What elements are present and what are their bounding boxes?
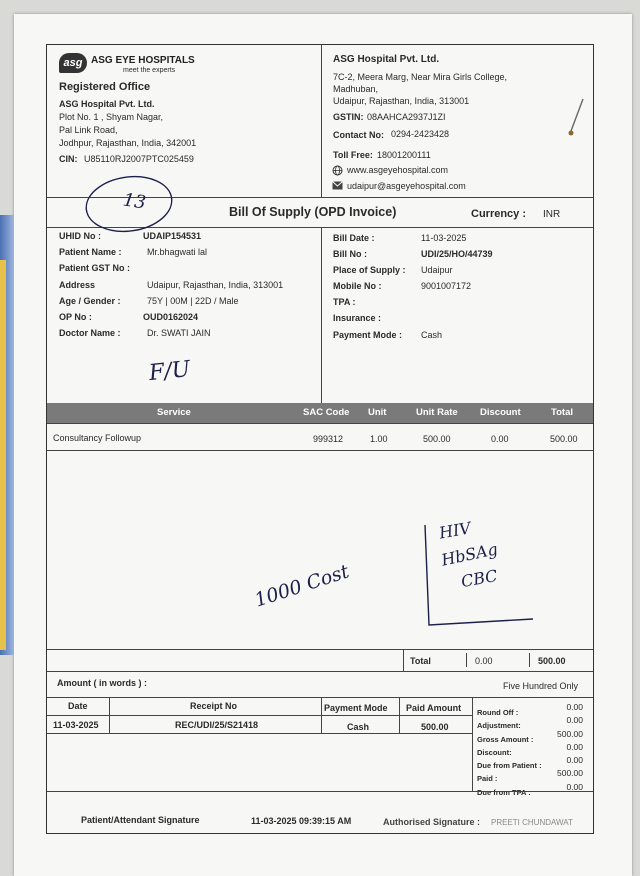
bill-no-value: UDI/25/HO/44739: [421, 249, 493, 259]
tollfree-value: 18001200111: [377, 150, 431, 160]
uhid-label: UHID No :: [59, 231, 101, 241]
receipt-mode: Cash: [347, 722, 370, 732]
uhid-value: UDAIP154531: [143, 231, 202, 241]
summary-label: Due from Patient :: [477, 761, 542, 771]
tpa-label: TPA :: [333, 297, 356, 307]
total-amount: 500.00: [538, 656, 566, 666]
bill-date-label: Bill Date :: [333, 233, 375, 243]
total-divider: [466, 653, 467, 667]
handwritten-followup: F/U: [147, 356, 192, 387]
email-link[interactable]: udaipur@asgeyehospital.com: [347, 181, 466, 191]
col-unit: Unit: [368, 407, 387, 418]
col-discount: Discount: [480, 407, 521, 418]
contact-label: Contact No:: [333, 130, 384, 140]
summary-label: Gross Amount :: [477, 734, 534, 744]
amount-words-value: Five Hundred Only: [503, 681, 579, 691]
service-total: 500.00: [550, 434, 578, 444]
branch-address-line: Udaipur, Rajasthan, India, 313001: [333, 96, 470, 106]
summary-row: [477, 742, 583, 755]
handwritten-test-hbsag: HbSAg: [439, 539, 500, 570]
summary-value: 500.00: [557, 768, 583, 779]
service-rate: 500.00: [423, 434, 451, 444]
col-rate: Unit Rate: [416, 407, 458, 418]
summary-row: [477, 782, 583, 795]
asg-logo-icon: asg: [59, 53, 87, 73]
handwritten-test-cbc: CBC: [459, 565, 499, 592]
handwritten-number: 13: [121, 189, 148, 214]
summary-divider: [472, 697, 473, 791]
divider: [47, 649, 593, 650]
registered-address-line: Pal Link Road,: [59, 125, 118, 135]
receipt-number: REC/UDI/25/S21418: [175, 720, 259, 730]
patient-gst-label: Patient GST No :: [59, 263, 131, 273]
patient-signature-label: Patient/Attendant Signature: [81, 815, 200, 825]
handwritten-cost-note: 1000 Cost: [251, 560, 352, 612]
background-edge-yellow: [0, 260, 6, 650]
col-service: Service: [157, 407, 191, 418]
divider: [47, 733, 472, 734]
payment-mode-value: Cash: [421, 330, 443, 340]
age-gender-label: Age / Gender :: [59, 296, 121, 306]
registered-address-line: Plot No. 1 , Shyam Nagar,: [59, 112, 164, 122]
receipt-col-amount: Paid Amount: [406, 703, 462, 713]
summary-value: 0.00: [566, 781, 583, 792]
gstin-label: GSTIN:: [333, 112, 364, 122]
cin-value: U85110RJ2007PTC025459: [84, 154, 194, 164]
pen-mark: [565, 97, 587, 139]
divider: [47, 450, 593, 451]
receipt-col-date: Date: [68, 701, 88, 711]
receipt-amount: 500.00: [421, 722, 449, 732]
address-value: Udaipur, Rajasthan, India, 313001: [147, 280, 284, 290]
invoice-title: Bill Of Supply (OPD Invoice): [229, 205, 397, 219]
total-divider: [529, 653, 530, 667]
total-divider: [403, 649, 404, 671]
divider: [47, 697, 593, 698]
divider: [47, 791, 593, 792]
address-label: Address: [59, 280, 96, 290]
patient-name-label: Patient Name :: [59, 247, 122, 257]
summary-value: 0.00: [566, 741, 583, 752]
divider: [47, 715, 472, 716]
summary-row: [477, 755, 583, 771]
bill-no-label: Bill No :: [333, 249, 367, 259]
globe-icon: [332, 165, 343, 176]
col-total: Total: [551, 407, 573, 418]
age-gender-value: 75Y | 00M | 22D / Male: [147, 296, 239, 306]
tollfree-label: Toll Free:: [333, 150, 373, 160]
summary-label: Discount:: [477, 747, 512, 757]
receipt-col-mode: Payment Mode: [324, 703, 388, 713]
receipt-col-no: Receipt No: [190, 701, 238, 711]
summary-label: Paid :: [477, 774, 498, 784]
registered-company: ASG Hospital Pvt. Ltd.: [59, 99, 155, 109]
bill-date-value: 11-03-2025: [421, 233, 467, 243]
service-unit: 1.00: [370, 434, 388, 444]
summary-row: [477, 768, 583, 784]
registered-office-heading: Registered Office: [59, 81, 151, 93]
service-table-header: [47, 403, 593, 423]
mobile-label: Mobile No :: [333, 281, 382, 291]
patient-divider: [321, 227, 322, 403]
gstin-value: 08AAHCA2937J1ZI: [367, 112, 446, 122]
insurance-label: Insurance :: [333, 313, 382, 323]
logo-tagline: meet the experts: [123, 67, 176, 74]
summary-label: Adjustment:: [477, 721, 521, 731]
amount-summary: [477, 702, 583, 795]
service-sac: 999312: [313, 434, 344, 444]
mail-icon: [332, 181, 343, 190]
divider: [47, 671, 593, 672]
branch-address-line: Madhuban,: [333, 84, 379, 94]
website-link[interactable]: www.asgeyehospital.com: [347, 165, 449, 175]
receipt-date: 11-03-2025: [53, 720, 99, 730]
summary-label: Due from TPA :: [477, 787, 531, 797]
print-timestamp: 11-03-2025 09:39:15 AM: [251, 816, 352, 826]
mobile-value: 9001007172: [421, 281, 472, 291]
registered-address-line: Jodhpur, Rajasthan, India, 342001: [59, 138, 197, 148]
summary-value: 0.00: [566, 702, 583, 712]
branch-company: ASG Hospital Pvt. Ltd.: [333, 54, 440, 65]
place-value: Udaipur: [421, 265, 453, 275]
summary-row: [477, 715, 583, 731]
doctor-label: Doctor Name :: [59, 328, 121, 338]
divider: [47, 423, 593, 424]
op-value: OUD0162024: [143, 312, 199, 322]
authorised-signature-label: Authorised Signature :: [383, 817, 481, 827]
contact-value: 0294-2423428: [391, 129, 450, 139]
service-name: Consultancy Followup: [53, 433, 142, 443]
currency-value: INR: [543, 209, 561, 220]
summary-label: Round Off :: [477, 708, 519, 717]
place-label: Place of Supply :: [333, 265, 406, 275]
amount-words-label: Amount ( in words ) :: [57, 678, 147, 688]
service-discount: 0.00: [491, 434, 509, 444]
total-label: Total: [410, 656, 431, 666]
payment-mode-label: Payment Mode :: [333, 330, 403, 340]
patient-name-value: Mr.bhagwati lal: [147, 247, 208, 257]
header-divider: [321, 45, 322, 197]
currency-label: Currency :: [471, 208, 527, 220]
summary-row: [477, 729, 583, 742]
cin-label: CIN:: [59, 154, 78, 164]
invoice-document: [46, 44, 594, 834]
logo-brand: ASG EYE HOSPITALS: [91, 55, 195, 66]
summary-value: 0.00: [566, 715, 583, 726]
col-sac: SAC Code: [303, 407, 350, 418]
summary-row: [477, 702, 583, 715]
doctor-value: Dr. SWATI JAIN: [147, 328, 211, 338]
authorised-name: PREETI CHUNDAWAT: [491, 818, 573, 827]
summary-value: 0.00: [566, 755, 583, 766]
handwritten-test-hiv: HIV: [437, 518, 473, 543]
summary-value: 500.00: [557, 728, 583, 739]
total-discount: 0.00: [475, 656, 493, 666]
op-label: OP No :: [59, 312, 92, 322]
branch-address-line: 7C-2, Meera Marg, Near Mira Girls College,: [333, 72, 508, 82]
